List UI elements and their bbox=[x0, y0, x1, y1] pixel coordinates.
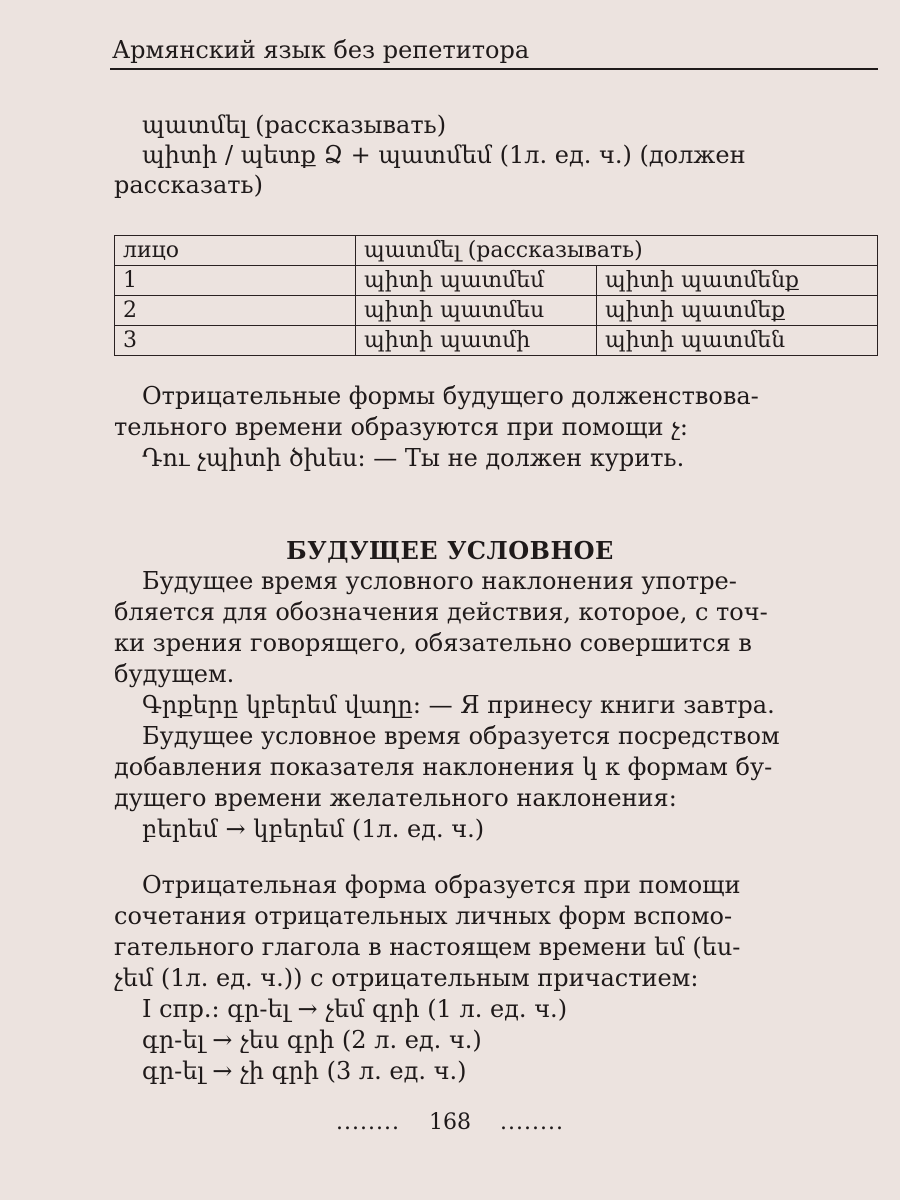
table-row bbox=[115, 326, 878, 356]
table-cell-plural: պիտի պատմեք bbox=[597, 296, 878, 326]
paragraph-line: гательного глагола в настоящем времени եմ (ես- bbox=[114, 933, 741, 961]
table-cell-plural: պիտի պատմեն bbox=[597, 326, 878, 356]
paragraph-line: добавления показателя наклонения կ к формам бу- bbox=[114, 753, 773, 781]
paragraph-line: ки зрения говорящего, обязательно совершится в bbox=[114, 629, 752, 657]
table-header-person: лицо bbox=[115, 236, 356, 266]
table-cell-plural: պիտի պատմենք bbox=[597, 266, 878, 296]
header-rule bbox=[110, 68, 878, 70]
section-title: БУДУЩЕЕ УСЛОВНОЕ bbox=[286, 536, 614, 565]
table-cell-singular: պիտի պատմեմ bbox=[356, 266, 597, 296]
paragraph-line: չեմ (1л. ед. ч.)) с отрицательным причастием: bbox=[114, 964, 699, 992]
table-cell-singular: պիտի պատմես bbox=[356, 296, 597, 326]
table-cell-person: 1 bbox=[115, 266, 356, 296]
table-header-verb: պատմել (рассказывать) bbox=[356, 236, 878, 266]
page-number: 168 bbox=[429, 1110, 471, 1135]
table-row bbox=[115, 296, 878, 326]
table-cell-person: 3 bbox=[115, 326, 356, 356]
paragraph-line: Будущее условное время образуется посредством bbox=[142, 722, 780, 750]
paragraph-line: будущем. bbox=[114, 660, 235, 688]
conjugation-table bbox=[114, 235, 878, 356]
example-line: գր-ել → չես գրի (2 л. ед. ч.) bbox=[142, 1026, 482, 1054]
paragraph-line: бляется для обозначения действия, которое, с точ- bbox=[114, 598, 768, 626]
example-line: բերեմ → կբերեմ (1л. ед. ч.) bbox=[142, 815, 485, 843]
intro-line-2: պիտի / պետք Ձ + պատմեմ (1л. ед. ч.) (должен bbox=[142, 141, 746, 169]
intro-line-1: պատմել (рассказывать) bbox=[142, 111, 447, 139]
footer-dots-left: ........ bbox=[336, 1110, 400, 1135]
page-footer bbox=[0, 1110, 900, 1135]
paragraph-line: дущего времени желательного наклонения: bbox=[114, 784, 677, 812]
negation-line-1: Отрицательные формы будущего долженствова- bbox=[142, 382, 759, 410]
table-cell-person: 2 bbox=[115, 296, 356, 326]
table-row bbox=[115, 266, 878, 296]
paragraph-line: Отрицательная форма образуется при помощи bbox=[142, 871, 741, 899]
negation-line-2: тельного времени образуются при помощи չ: bbox=[114, 413, 688, 441]
running-header: Армянский язык без репетитора bbox=[112, 36, 530, 64]
table-header-row bbox=[115, 236, 878, 266]
example-line: գր-ել → չի գրի (3 л. ед. ч.) bbox=[142, 1057, 467, 1085]
negation-example: Դու չպիտի ծխես: — Ты не должен курить. bbox=[142, 444, 685, 472]
footer-dots-right: ........ bbox=[500, 1110, 564, 1135]
example-line: Գրքերը կբերեմ վաղը: — Я принесу книги завтра. bbox=[142, 691, 775, 719]
table-cell-singular: պիտի պատմի bbox=[356, 326, 597, 356]
paragraph-line: сочетания отрицательных личных форм вспомо- bbox=[114, 902, 733, 930]
intro-line-3: рассказать) bbox=[114, 171, 263, 199]
example-line: I спр.: գր-ել → չեմ գրի (1 л. ед. ч.) bbox=[142, 995, 568, 1023]
paragraph-line: Будущее время условного наклонения употре- bbox=[142, 567, 737, 595]
